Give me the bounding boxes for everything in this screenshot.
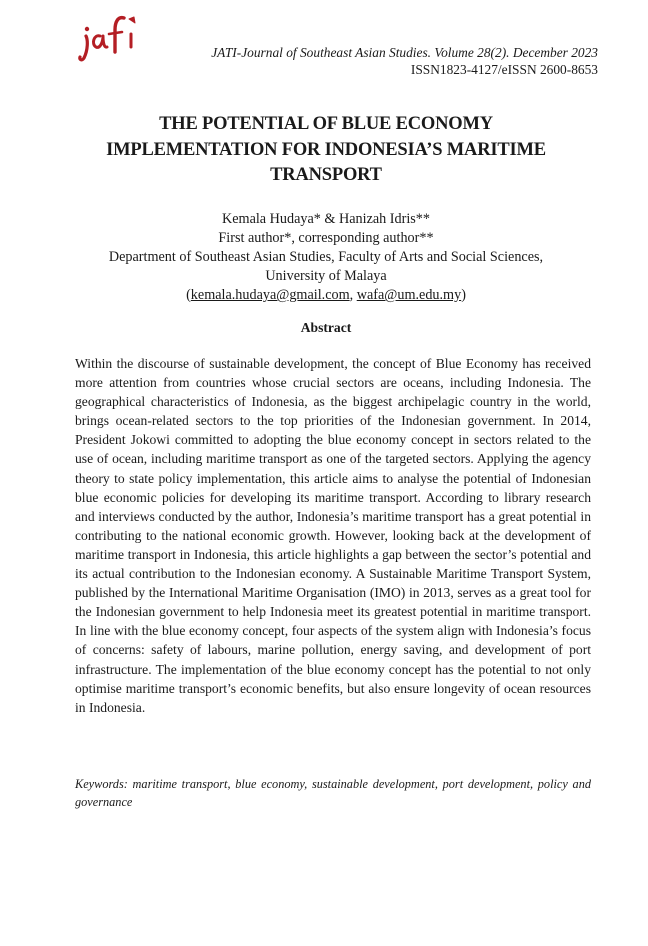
author-university: University of Malaya — [265, 268, 387, 284]
title-line-1: THE POTENTIAL OF BLUE ECONOMY — [159, 114, 493, 134]
email-separator: , — [349, 287, 357, 303]
author-emails — [50, 286, 602, 305]
journal-logo — [78, 14, 142, 62]
journal-info — [211, 44, 598, 78]
jafi-logo-icon — [78, 14, 142, 62]
title-line-3: TRANSPORT — [270, 165, 382, 185]
author-roles: First author*, corresponding author** — [218, 230, 434, 246]
email-close-paren: ) — [461, 287, 466, 303]
keywords: Keywords: maritime transport, blue economy, sustainable development, port development, policy and governance — [75, 777, 591, 809]
title-line-2: IMPLEMENTATION FOR INDONESIA’S MARITIME — [106, 139, 546, 160]
email-link-2[interactable]: wafa@um.edu.my — [356, 287, 462, 303]
issn: ISSN1823-4127/eISSN 2600-8653 — [410, 62, 598, 77]
email-open-paren: ( — [186, 287, 191, 303]
author-block — [50, 210, 602, 305]
journal-title: JATI-Journal of Southeast Asian Studies. Volume 28(2). December 2023 — [211, 45, 598, 60]
email-link-1[interactable]: kemala.hudaya@gmail.com — [190, 287, 350, 303]
abstract-body: Within the discourse of sustainable development, the concept of Blue Economy has received more attention from countries whose crucial sectors are oceans, including Indonesia. The geographical characteristics of Indonesia, as the biggest archipelagic country in the world, brings ocean-related sectors to the top priorities of the Indonesian government. In 2014, President Jokowi committed to adopting the blue economy concept in sectors related to the use of ocean, including maritime transport as one of the targeted sectors. Applying the agency theory to state policy implementation, this article aims to analyse the potential of Indonesian blue economic policies for developing its maritime transport. According to library research and interviews conducted by the author, Indonesia’s maritime transport has a great potential in contributing to the national economic growth. However, looking back at the development of maritime transport in Indonesia, this article highlights a gap between the sector’s potential and its actual contribution to the Indonesian economy. A Sustainable Maritime Transport System, published by the International Maritime Organisation (IMO) in 2013, serves as a great tool for the Indonesian government to help Indonesia meet its greatest potential in maritime transport. In line with the blue economy concept, four aspects of the system align with Indonesia’s focus of concerns: safety of labours, marine pollution, energy saving, and development of port infrastructure. The implementation of the blue economy concept has the potential to not only optimise maritime transport’s economic benefits, but also ensure longevity of ocean resources in Indonesia. — [75, 356, 591, 715]
abstract-heading: Abstract — [300, 320, 352, 335]
author-department: Department of Southeast Asian Studies, Faculty of Arts and Social Sciences, — [108, 249, 544, 265]
paper-title — [60, 112, 592, 189]
author-names: Kemala Hudaya* & Hanizah Idris** — [221, 211, 430, 227]
